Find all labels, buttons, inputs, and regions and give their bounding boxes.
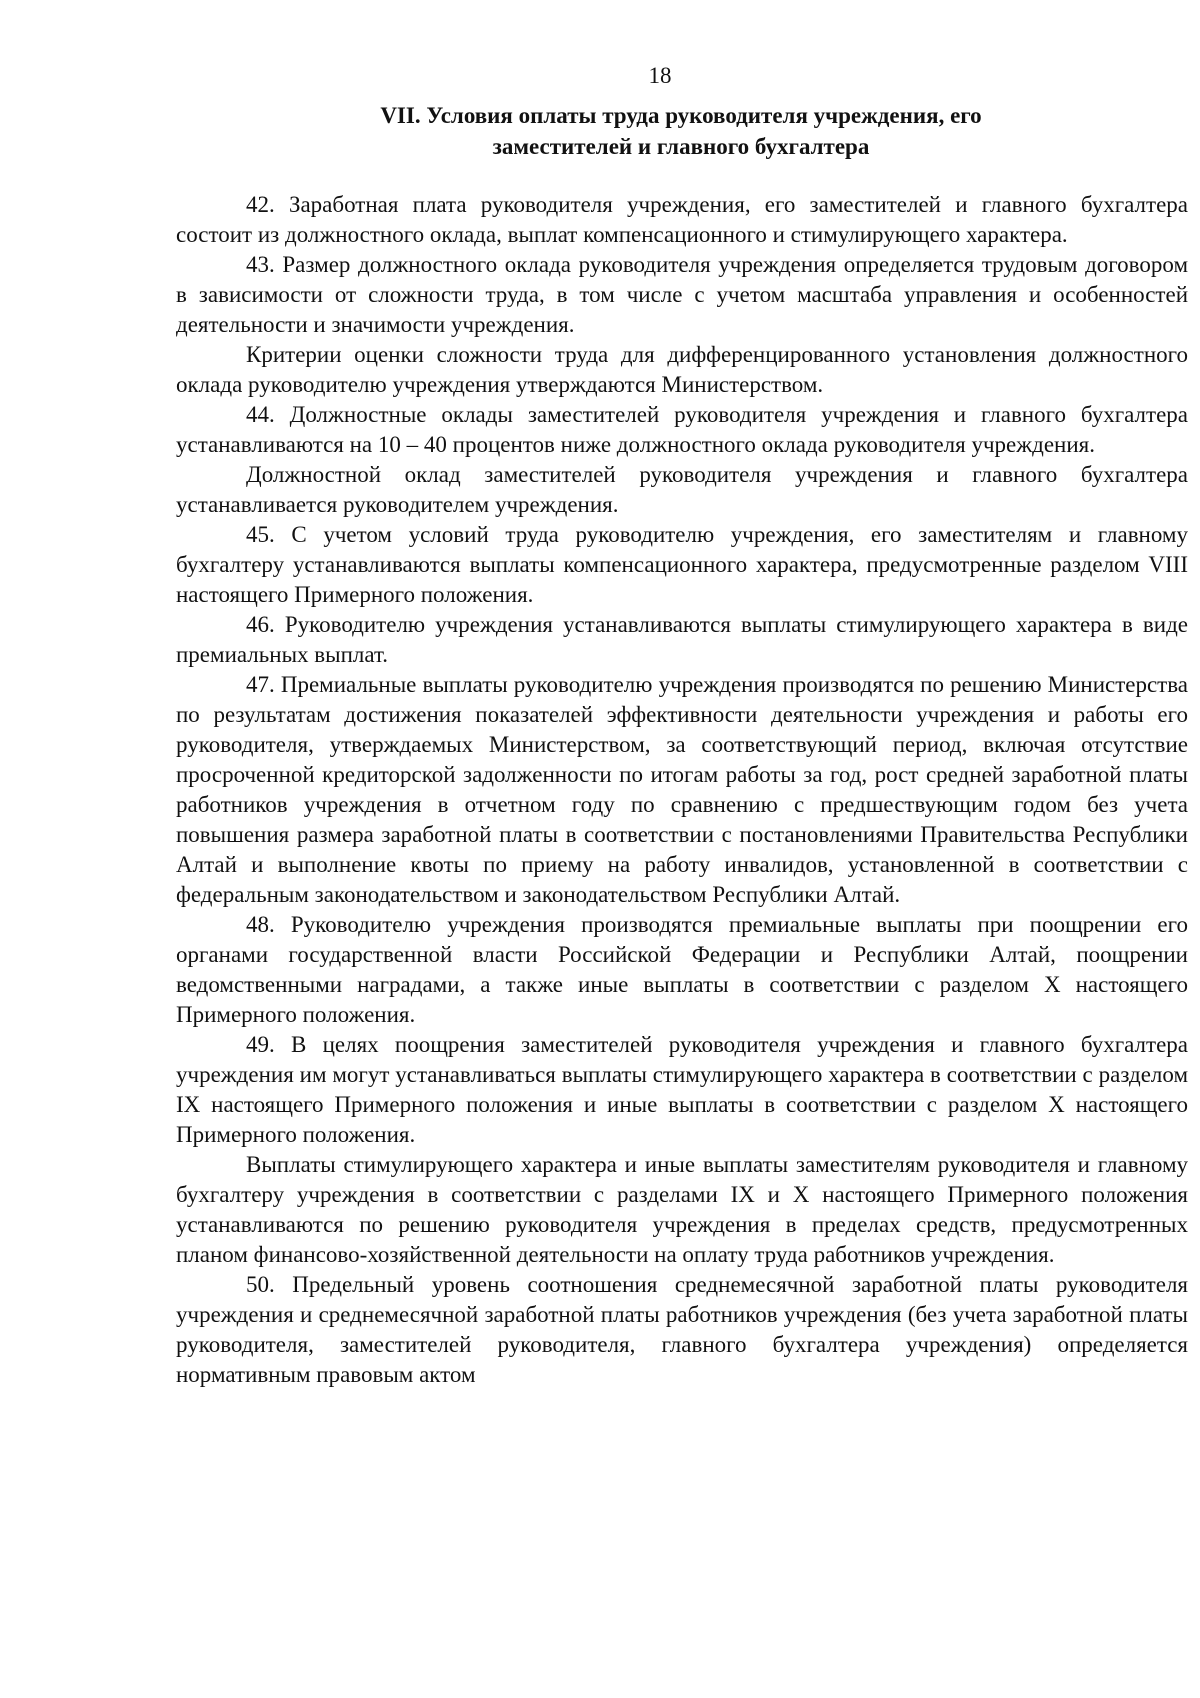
- paragraph-44-salary: Должностной оклад заместителей руководителя учреждения и главного бухгалтера устанавливается руководителем учреждения.: [176, 462, 1188, 517]
- paragraph-43: 43. Размер должностного оклада руководителя учреждения определяется трудовым договором в зависимости от сложности труда, в том числе с учетом масштаба управления и особенностей деятельности и значимости учреждения.: [176, 252, 1188, 337]
- page-number: 18: [648, 63, 672, 88]
- paragraph-43-criteria: Критерии оценки сложности труда для дифференцированного установления должностного оклада руководителю учреждения утверждаются Министерством.: [176, 342, 1188, 397]
- paragraph-49-payments: Выплаты стимулирующего характера и иные выплаты заместителям руководителя и главному бухгалтеру учреждения в соответствии с разделами IX и X настоящего Примерного положения устанавливаются по решению руководителя учреждения в пределах средств, предусмотренных планом финансово-хозяйственной деятельности на оплату труда работников учреждения.: [176, 1152, 1188, 1267]
- section-heading-line-1: VII. Условия оплаты труда руководителя учреждения, его: [380, 103, 982, 128]
- paragraph-45: 45. С учетом условий труда руководителю учреждения, его заместителям и главному бухгалтеру устанавливаются выплаты компенсационного характера, предусмотренные разделом VIII настоящего Примерного положения.: [176, 522, 1188, 607]
- paragraph-46: 46. Руководителю учреждения устанавливаются выплаты стимулирующего характера в виде премиальных выплат.: [176, 612, 1188, 667]
- paragraph-47: 47. Премиальные выплаты руководителю учреждения производятся по решению Министерства по результатам достижения показателей эффективности деятельности учреждения и работы его руководителя, утверждаемых Министерством, за соответствующий период, включая отсутствие просроченной кредиторской задолженности по итогам работы за год, рост средней заработной платы работников учреждения в отчетном году по сравнению с предшествующим годом без учета повышения размера заработной платы в соответствии с постановлениями Правительства Республики Алтай и выполнение квоты по приему на работу инвалидов, установленной в соответствии с федеральным законодательством и законодательством Республики Алтай.: [176, 672, 1188, 907]
- section-heading-line-2: заместителей и главного бухгалтера: [492, 134, 870, 159]
- paragraph-49: 49. В целях поощрения заместителей руководителя учреждения и главного бухгалтера учреждения им могут устанавливаться выплаты стимулирующего характера в соответствии с разделом IX настоящего Примерного положения и иные выплаты в соответствии с разделом X настоящего Примерного положения.: [176, 1032, 1188, 1147]
- paragraph-44: 44. Должностные оклады заместителей руководителя учреждения и главного бухгалтера устанавливаются на 10 – 40 процентов ниже должностного оклада руководителя учреждения.: [176, 402, 1188, 457]
- document-body: [176, 190, 1188, 1390]
- paragraph-48: 48. Руководителю учреждения производятся премиальные выплаты при поощрении его органами государственной власти Российской Федерации и Республики Алтай, поощрении ведомственными наградами, а также иные выплаты в соответствии с разделом X настоящего Примерного положения.: [176, 912, 1188, 1027]
- section-heading: [176, 100, 1186, 162]
- paragraph-50: 50. Предельный уровень соотношения среднемесячной заработной платы руководителя учреждения и среднемесячной заработной платы работников учреждения (без учета заработной платы руководителя, заместителей руководителя, главного бухгалтера учреждения) определяется нормативным правовым актом: [176, 1272, 1188, 1387]
- paragraph-42: 42. Заработная плата руководителя учреждения, его заместителей и главного бухгалтера состоит из должностного оклада, выплат компенсационного и стимулирующего характера.: [176, 192, 1188, 247]
